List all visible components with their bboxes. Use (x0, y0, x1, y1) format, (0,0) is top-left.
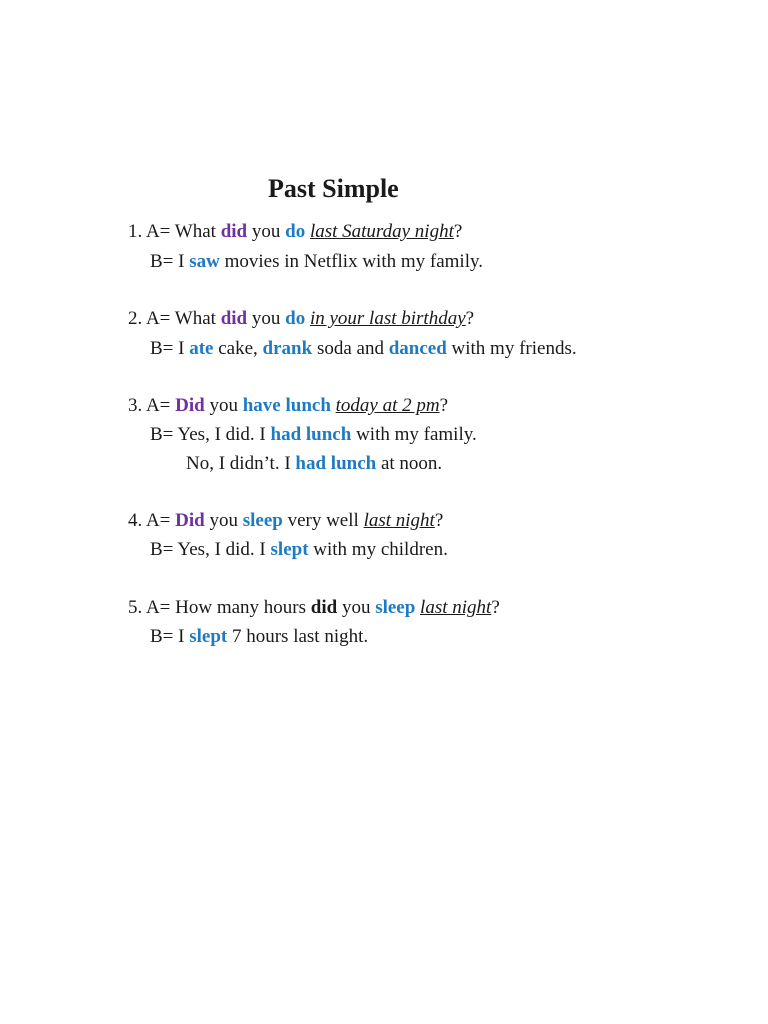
time-expression: in your last birthday (309, 308, 466, 329)
question-5-a: 5. A= How many hours did you sleep last night? (128, 597, 500, 618)
question-3-a: 3. A= Did you have lunch today at 2 pm? (128, 395, 449, 416)
time-expression: last night (363, 510, 435, 531)
page-title: Past Simple (268, 174, 399, 203)
time-expression: today at 2 pm (335, 395, 440, 416)
time-expression: last Saturday night (309, 221, 454, 242)
question-2-a: 2. A= What did you do in your last birthday? (128, 308, 475, 329)
answer-1-b: B= I saw movies in Netflix with my family. (150, 251, 483, 272)
answer-3-c: No, I didn’t. I had lunch at noon. (186, 453, 443, 474)
answer-2-b: B= I ate cake, drank soda and danced with my friends. (150, 338, 577, 359)
answer-4-b: B= Yes, I did. I slept with my children. (150, 539, 448, 560)
answer-5-b: B= I slept 7 hours last night. (150, 626, 369, 647)
question-4-a: 4. A= Did you sleep very well last night? (128, 510, 444, 531)
answer-3-b: B= Yes, I did. I had lunch with my family. (150, 424, 477, 445)
time-expression: last night (420, 597, 492, 618)
question-1-a: 1. A= What did you do last Saturday night? (128, 221, 463, 242)
